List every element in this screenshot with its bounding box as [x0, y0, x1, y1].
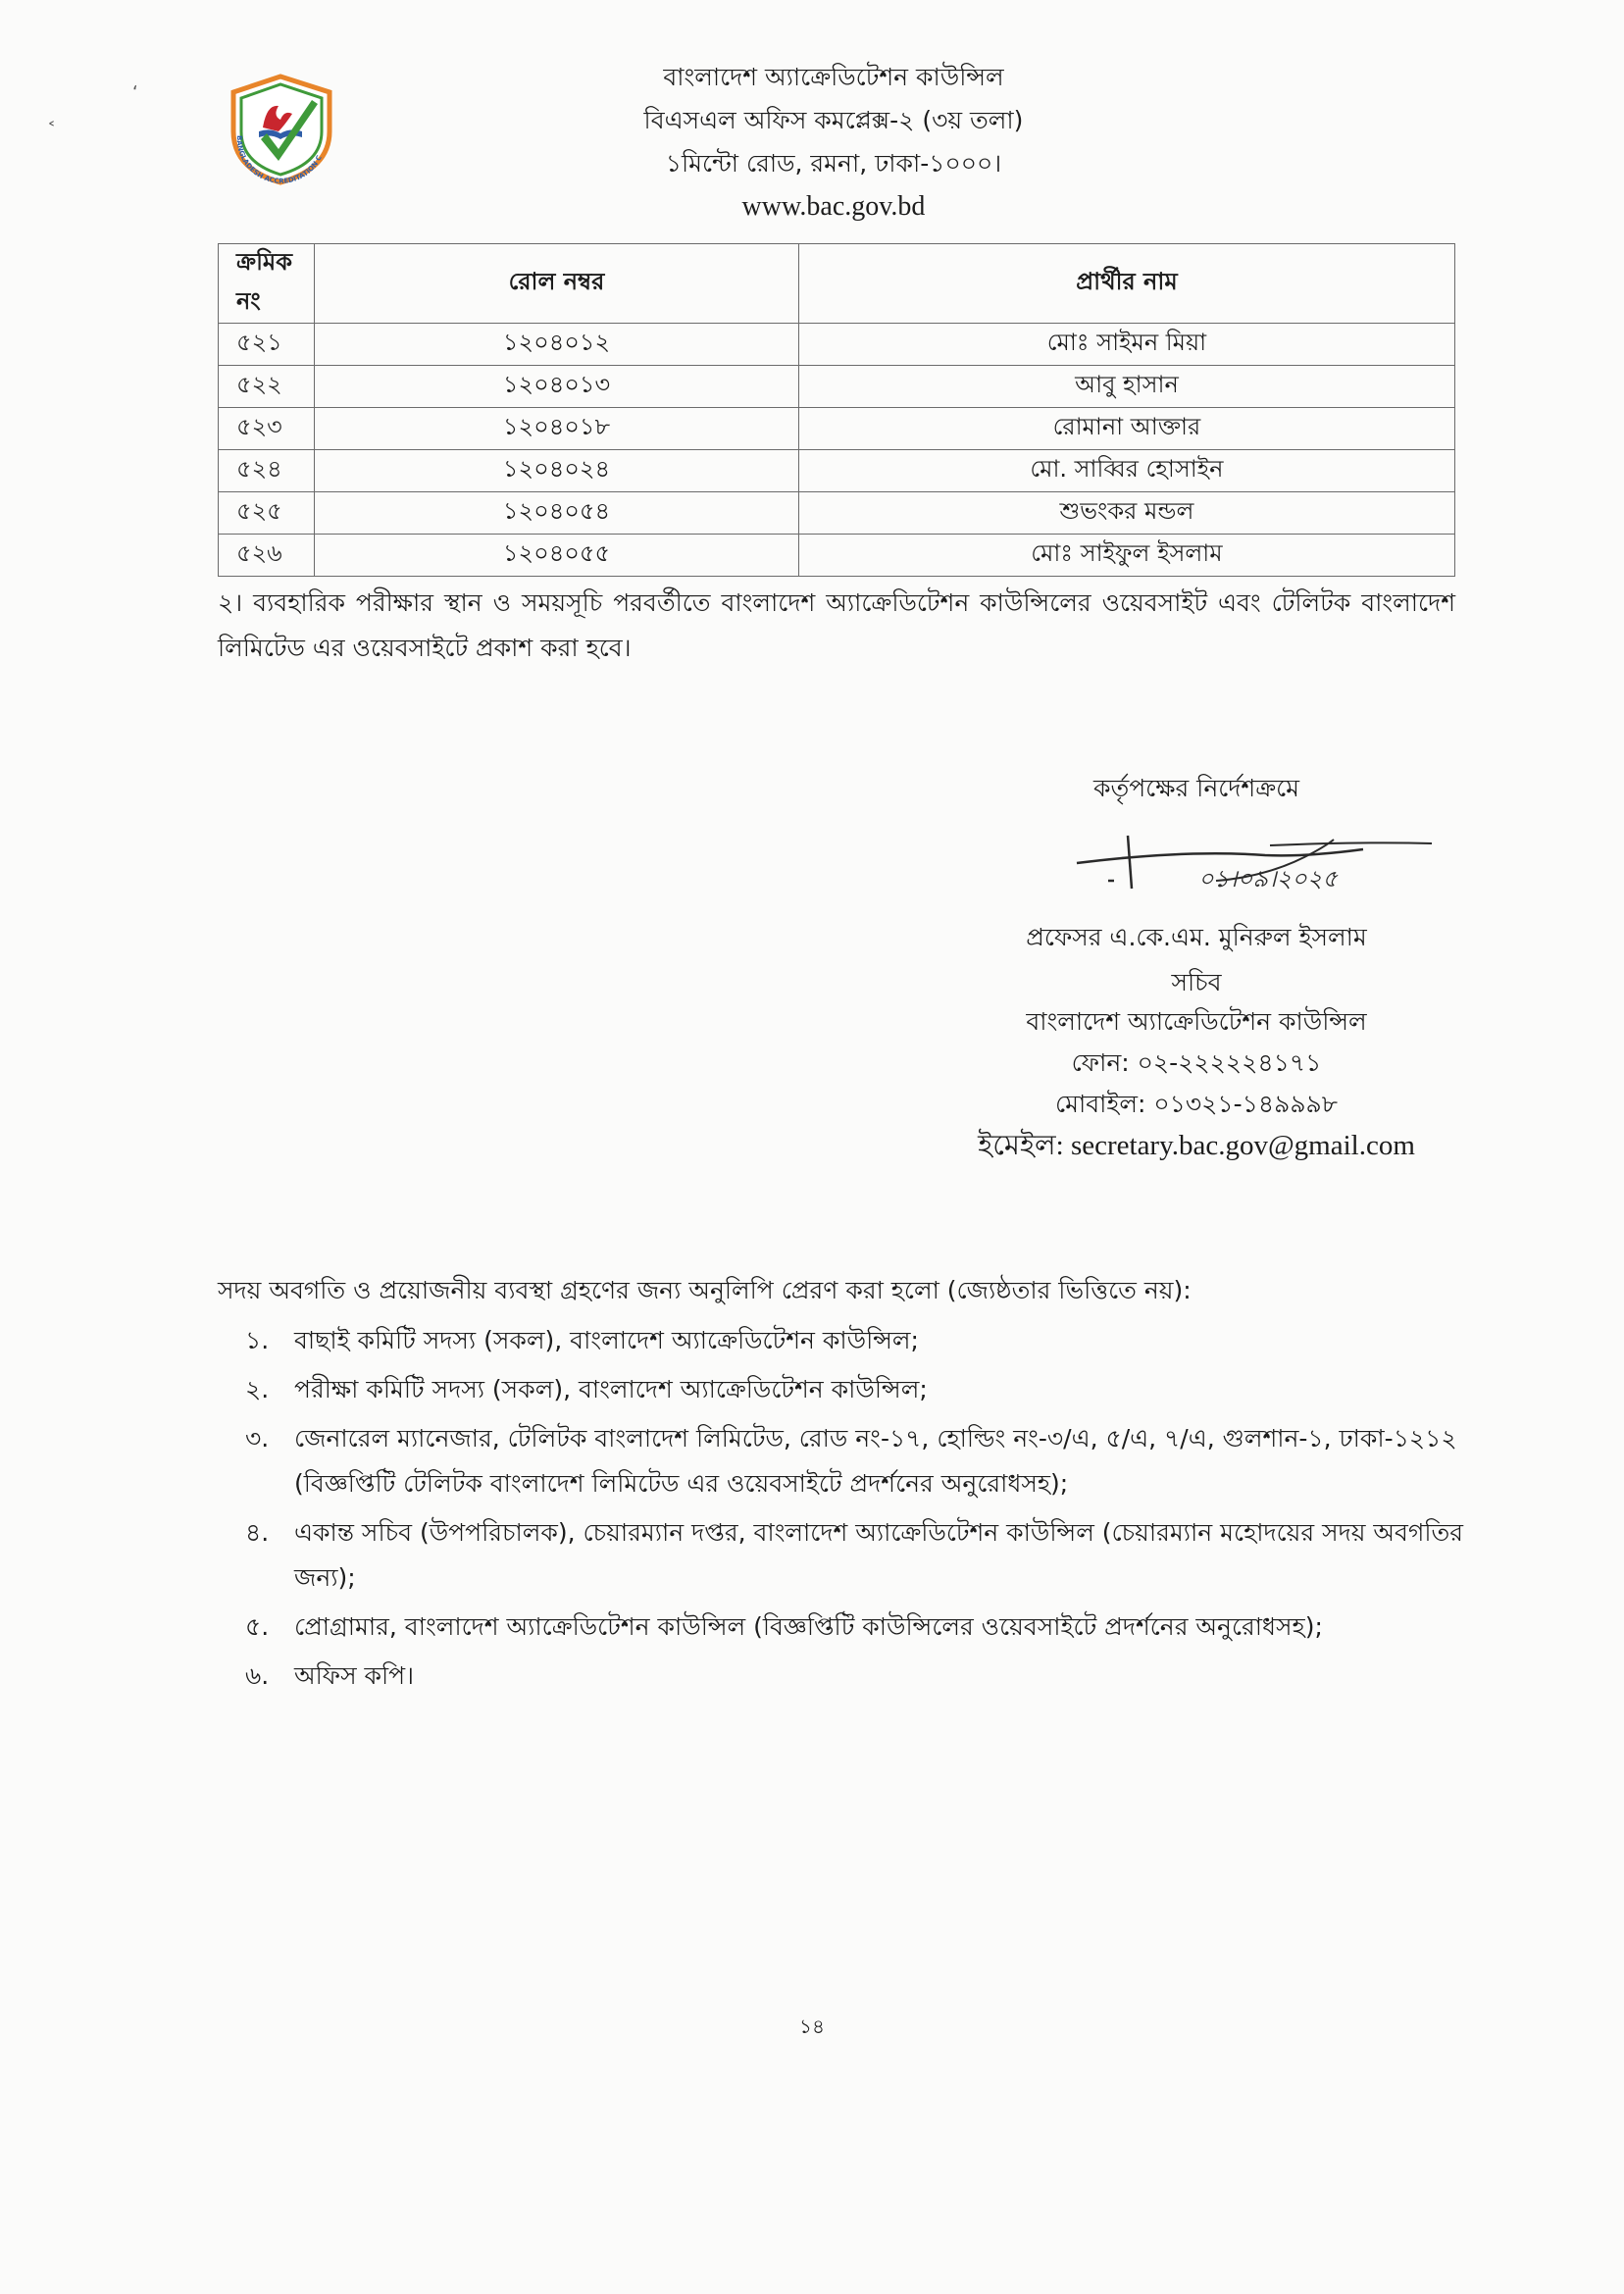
bac-logo-icon	[224, 71, 339, 186]
signatory-email: ইমেইল: secretary.bac.gov@gmail.com	[978, 1130, 1415, 1161]
table-row	[219, 408, 1455, 450]
list-item-text: একান্ত সচিব (উপপরিচালক), চেয়ারম্যান দপ্তর, বাংলাদেশ অ্যাক্রেডিটেশন কাউন্সিল (চেয়ারম্যান মহোদয়ের সদয় অবগতির জন্য);	[294, 1518, 1463, 1592]
cell-name: মোঃ সাইমন মিয়া	[798, 324, 1454, 366]
signatory-mobile: মোবাইল: ০১৩২১-১৪৯৯৯৮	[1054, 1090, 1338, 1118]
stray-mark: ‘	[132, 82, 138, 103]
list-item-number: ৪.	[245, 1518, 270, 1547]
header-roll: রোল নম্বর	[315, 244, 799, 324]
table-row	[219, 535, 1455, 577]
cell-name: শুভংকর মন্ডল	[798, 492, 1454, 535]
list-item-number: ৫.	[245, 1612, 270, 1641]
copy-intro: সদয় অবগতি ও প্রয়োজনীয় ব্যবস্থা গ্রহণের জন্য অনুলিপি প্রেরণ করা হলো (জ্যেষ্ঠতার ভিত্তিতে নয়):	[218, 1276, 1192, 1304]
signatory-organization: বাংলাদেশ অ্যাক্রেডিটেশন কাউন্সিল	[1026, 1007, 1367, 1036]
notice-paragraph: ২। ব্যবহারিক পরীক্ষার স্থান ও সময়সূচি পরবর্তীতে বাংলাদেশ অ্যাক্রেডিটেশন কাউন্সিলের ওয়েবসাইট এবং টেলিটক বাংলাদেশ লিমিটেড এর ওয়েবসাইটে প্রকাশ করা হবে।	[218, 588, 1455, 662]
table-row	[219, 324, 1455, 366]
list-item-text: বাছাই কমিটি সদস্য (সকল), বাংলাদেশ অ্যাক্রেডিটেশন কাউন্সিল;	[294, 1326, 919, 1354]
copy-list	[245, 1318, 1471, 1703]
stray-mark: ˂	[47, 120, 56, 140]
list-item-text: জেনারেল ম্যানেজার, টেলিটক বাংলাদেশ লিমিটেড, রোড নং-১৭, হোল্ডিং নং-৩/এ, ৫/এ, ৭/এ, গুলশান-১, ঢাকা-১২১২ (বিজ্ঞপ্তিটি টেলিটক বাংলাদেশ লিমিটেড এর ওয়েবসাইটে প্রদর্শনের অনুরোধসহ);	[294, 1424, 1457, 1498]
table-row	[219, 450, 1455, 492]
header-website: www.bac.gov.bd	[741, 191, 926, 222]
cell-name: আবু হাসান	[798, 366, 1454, 408]
cell-name: মো. সাব্বির হোসাইন	[798, 450, 1454, 492]
cell-roll: ১২০৪০২৪	[315, 450, 799, 492]
cell-roll: ১২০৪০১৩	[315, 366, 799, 408]
by-order-text: কর্তৃপক্ষের নির্দেশক্রমে	[1092, 774, 1300, 802]
cell-serial: ৫২৪	[219, 450, 315, 492]
list-item	[245, 1416, 1471, 1506]
table-row	[219, 366, 1455, 408]
list-item	[245, 1605, 1471, 1650]
list-item-number: ২.	[245, 1375, 270, 1403]
cell-name: রোমানা আক্তার	[798, 408, 1454, 450]
signature-icon	[1069, 820, 1461, 910]
signatory-name: প্রফেসর এ.কে.এম. মুনিরুল ইসলাম	[1026, 923, 1367, 951]
cell-roll: ১২০৪০১৮	[315, 408, 799, 450]
list-item-text: অফিস কপি।	[294, 1661, 415, 1690]
page-number: ১৪	[799, 2014, 825, 2038]
cell-serial: ৫২৫	[219, 492, 315, 535]
list-item	[245, 1367, 1471, 1412]
list-item	[245, 1318, 1471, 1363]
cell-serial: ৫২১	[219, 324, 315, 366]
cell-serial: ৫২২	[219, 366, 315, 408]
list-item-number: ৩.	[245, 1424, 270, 1453]
signatory-phone: ফোন: ০২-২২২২২৪১৭১	[1071, 1048, 1322, 1077]
bac-logo	[224, 71, 339, 186]
list-item-number: ১.	[245, 1326, 270, 1354]
cell-roll: ১২০৪০৫৫	[315, 535, 799, 577]
cell-name: মোঃ সাইফুল ইসলাম	[798, 535, 1454, 577]
candidate-table	[218, 243, 1455, 577]
list-item	[245, 1510, 1471, 1601]
list-item	[245, 1654, 1471, 1699]
list-item-number: ৬.	[245, 1661, 270, 1690]
handwritten-signature	[1069, 820, 1461, 910]
handwritten-date: ০১।০৯।২০২৫	[1198, 865, 1338, 892]
signatory-designation: সচিব	[1171, 968, 1222, 996]
header-address: ১মিন্টো রোড, রমনা, ঢাকা-১০০০।	[665, 149, 1002, 178]
cell-serial: ৫২৬	[219, 535, 315, 577]
header-organization: বাংলাদেশ অ্যাক্রেডিটেশন কাউন্সিল	[663, 63, 1004, 91]
cell-roll: ১২০৪০৫৪	[315, 492, 799, 535]
table-header-row	[219, 244, 1455, 324]
logo-emblem-text: BANGLADESH ACCREDITATION C	[234, 134, 324, 185]
header-serial: ক্রমিক নং	[219, 244, 315, 324]
list-item-text: পরীক্ষা কমিটি সদস্য (সকল), বাংলাদেশ অ্যাক্রেডিটেশন কাউন্সিল;	[294, 1375, 928, 1403]
cell-serial: ৫২৩	[219, 408, 315, 450]
header-office: বিএসএল অফিস কমপ্লেক্স-২ (৩য় তলা)	[643, 106, 1024, 134]
header-name: প্রার্থীর নাম	[798, 244, 1454, 324]
cell-roll: ১২০৪০১২	[315, 324, 799, 366]
table-row	[219, 492, 1455, 535]
list-item-text: প্রোগ্রামার, বাংলাদেশ অ্যাক্রেডিটেশন কাউন্সিল (বিজ্ঞপ্তিটি কাউন্সিলের ওয়েবসাইটে প্রদর্শনের অনুরোধসহ);	[294, 1612, 1323, 1641]
